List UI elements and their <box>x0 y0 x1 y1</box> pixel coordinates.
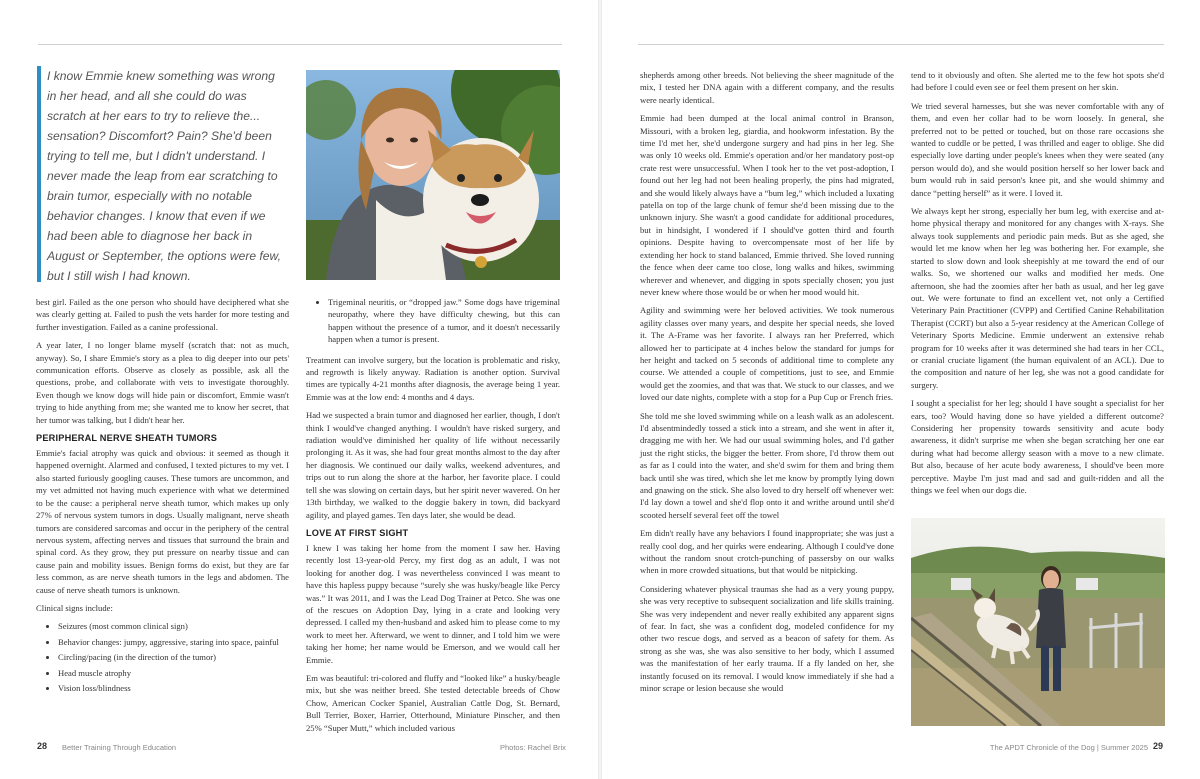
paragraph: A year later, I no longer blame myself (scratch that: not as much, anyway). So, I share Emmie's story as a plea to dig deeper into our pets' communication efforts. Observe as closely as possible, ask all the questions, probe, and collaborate with vets to investigate thoroughly. Even though we know dogs will hide pain or discomfort, Emmie wasn't trying to hide anything from me; she wanted me to know her secret, that her tumor was talking, but I didn't hear her. <box>36 340 289 425</box>
clinical-signs-list-continued <box>306 296 560 346</box>
list-item: • Vision loss/blindness <box>58 682 289 694</box>
paragraph: Em was beautiful: tri-colored and fluffy and “looked like” a husky/beagle mix, but she was neither breed. She tested detectable breeds of Chow Chow, American Cocker Spaniel, Australian Cattle Dog, St. Bernard, Bull Terrier, Boxer, Harrier, Otterhound, Miniature Pinscher, and then 25% “Super Mutt,” which included various <box>306 672 560 733</box>
clinical-signs-list <box>36 620 289 694</box>
paragraph: She told me she loved swimming while on a leash walk as an adolescent. I'd absentmindedly tossed a stick into a stream, and she went in after it, dragging me with her. We had our usual swimming holes, and I'd gather just the right sticks, the bigger the better. From shore, I'd throw them out as far as I could into the water, and she'd swim for them and bring them back until she was tired, which she let me know by promptly lying down and gnawing on the stick. She also loved to dry herself off whenever wet: I'd lay down a towel and she'd flop onto it and writhe around until she'd scooted herself several feet off the towel <box>640 410 894 520</box>
paragraph: Emmie's facial atrophy was quick and obvious: it seemed as though it happened overnight. Alarmed and confused, I texted pictures to my vet. I also started furiously googling causes. These tumors are uncommon, and my vet admitted not having much experience with what we determined to be the cause: a peripheral nerve sheath tumor, which makes up only 27% of nervous system tumors in dogs. Usually malignant, nerve sheath tumors are considered sarcomas and occur in the periphery of the central nervous system, affecting nerves and tissues that surround the brain and spinal cord. As they grow, they put pressure on nearby tissue and can cause pain and mobility issues. Benign forms do exist, but they are far less common, as are nerve sheath tumors in the legs and abdomen. The cause of nerve sheath tumors is unknown. <box>36 448 289 595</box>
page-number-left: 28 <box>37 741 48 751</box>
pull-quote: I know Emmie knew something was wrong in her head, and all she could do was scratch at her ears to try to relieve the... sensation? Discomfort? Pain? She'd been trying to tell me, but I didn't understand. I never made the leap from ear scratching to brain tumor, especially with no notable behavior changes. I know that even if we had been able to diagnose her back in August or September, the options were few, but I still wish I had known. <box>37 66 287 282</box>
column-3 <box>640 69 894 701</box>
paragraph: Had we suspected a brain tumor and diagnosed her earlier, though, I don't think I would've changed anything. I wouldn't have risked surgery, and radiation would've diminished her quality of life without necessarily prolonging it. As it was, she had four great months almost to the day after her diagnosis. We continued our daily walks, weekend adventures, and trips out to run along the shore at the harbor, her favorite place. I could tell she was slowing on certain days, but her spirit never wavered. On her 13th birthday, we walked to the doggie bakery in town, did backyard agility, and played games. Ten days later, she would be dead. <box>306 410 560 520</box>
column-4 <box>911 69 1164 502</box>
column-2 <box>306 296 560 740</box>
paragraph: I knew I was taking her home from the moment I saw her. Having recently lost 13-year-old Percy, my first dog as an adult, I was not looking for another dog. I was nevertheless convinced I was meant to have this hapless puppy because “surely she was husky/beagle like Percy was.” It was 2011, and I was the Lead Dog Trainer at Petco. She was one of the rescues on Adoption Day, lying in a crate and looking very depressed. I called my then-husband and asked him to please come to my work to meet her. Afterward, we went to dinner, and I told him we were taking her home; her name would be Emerson, and we would call her Emmie. <box>306 542 560 665</box>
paragraph: tend to it obviously and often. She alerted me to the few hot spots she'd had before I could even see or feel them present on her skin. <box>911 70 1164 93</box>
footer-section-title: Better Training Through Education <box>62 743 177 752</box>
page-gutter <box>598 0 602 779</box>
paragraph: I sought a specialist for her leg; should I have sought a specialist for her ears, too? Would having done so have yielded a different outcome? Considering her propensity towards sensitivity and acute body awareness, it didn't surprise me when she began scratching her one ear during what had become allergy season with a move to a new climate. But also, because of her acute body awareness, I should've been more perceptive. Maybe I'm just mad and sad and guilt-ridden and all the things we feel when our dogs die. <box>911 398 1164 495</box>
list-item: • Behavior changes: jumpy, aggressive, staring into space, painful <box>58 636 289 648</box>
section-heading-love-at-first-sight: LOVE AT FIRST SIGHT <box>306 527 409 538</box>
paragraph: Agility and swimming were her beloved activities. We took numerous agility classes over many years, and despite her special needs, she loved it. The A-Frame was her favorite. I always ran her Preferred, which allowed her to participate at 4 inches below the standard for jumps for her height and tacked on 5 seconds of additional time to complete any course. We attended a couple of competitions, just to see, and Emmie would get the zoomies, and that was that. We stuck to our classes, and we loved our date nights, complete with a stop for a Pup Cup or French fries. <box>640 305 894 403</box>
paragraph: Clinical signs include: <box>36 602 113 613</box>
selfie-illustration <box>306 70 560 280</box>
paragraph: Emmie had been dumped at the local animal control in Branson, Missouri, with a broken leg, giardia, and hookworm infestation. By the time I'd met her, she'd undergone surgery and had pins in her leg. She was only 10 weeks old. Emmie's operation and/or her mandatory post-op crate rest were unsuccessful. When I took her to the vet post-adoption, I found out her leg had not been healing properly, the pins had migrated, and she would likely always have a “bum leg,” which included a luxating patella on top of the large chunk of femur she'd been missing due to the unknown injury. She wasn't a good candidate for additional procedures, but in hindsight, I wondered if I should've gotten third and fourth opinions. Despite having to overcompensate most of her life by extending her hock to stand balanced, Emmie thrived. She loved running the fence when deer came too close, long walks and hikes, swimming wherever and whenever, and digging in spots specially chosen; you just never knew where those would be or when her mood would hit. <box>640 113 894 297</box>
paragraph: Considering whatever physical traumas she had as a very young puppy, she was very receptive to subsequent socialization and life skills training. She was very independent and never really exhibited any apparent signs of fear. In fact, she was a confident dog, modeled confidence for my other two rescue dogs, and served as a beacon of safety for them. As strong as she was, she was also sensitive to her body, which I assumed was the manifestation of her early trauma. If a fly landed on her, she instantly focused on its removal. I would know immediately if she had a minor scrape or lesion because she would <box>640 583 894 694</box>
paragraph: Em didn't really have any behaviors I found inappropriate; she was just a really cool dog, and her quirks were endearing. Although I could've done without the random snout crotch-punching of passersby on our walks when in more crowded situations, but that would be nitpicking. <box>640 528 894 576</box>
header-rule-right <box>638 44 1164 45</box>
photo-credit: Photos: Rachel Brix <box>500 743 566 752</box>
agility-illustration <box>911 518 1165 726</box>
paragraph: We tried several harnesses, but she was never comfortable with any of them, and even her collar had to be worn loosely. In general, she preferred not to be petted or touched, but on those rare occasions she wanted to cuddle or be petted, I was thrilled and eager to oblige. She did especially love darting under people's knees when they were seated (any person would do), and she would position herself so her lower back and bum would rub in said person's knee pit, and she would shimmy and dance “petting herself” as it were. I loved it. <box>911 100 1164 198</box>
paragraph: We always kept her strong, especially her bum leg, with exercise and at-home physical therapy and monitored for any changes with X-rays. She always took supplements and periodic pain meds. But as she aged, she would let me know when her leg was bothering her. For example, she started to slow down and look sheepishly at me toward the end of our walks. So, we shortened our walks and modified her meds. One afternoon, she had the zoomies after her bath as usual, and her leg gave out. We were fortunate to find an excellent vet, not only a Certified Veterinary Pain Practitioner (CVPP) and Certified Canine Rehabilitation Therapist (CCRT) but also a 5-year residency at the American College of Veterinary Sports Medicine. Emmie underwent an extensive rehab program for 10 weeks after it was determined she had tears in her CCL, or cranial cruciate ligament (the human equivalent of an ACL). Due to the composition and nature of her leg, she was not a good candidate for surgery. <box>911 206 1164 390</box>
page-number-right: 29 <box>1152 741 1163 751</box>
list-item: • Trigeminal neuritis, or “dropped jaw.” Some dogs have trigeminal neuropathy, where they have difficulty chewing, but this can happen without the presence of a tumor, and it doesn't necessarily happen when a tumor is present. <box>328 296 560 346</box>
section-heading-nerve-sheath: PERIPHERAL NERVE SHEATH TUMORS <box>36 433 218 444</box>
paragraph: best girl. Failed as the one person who should have deciphered what she was clearly getting at. Failed to push the vets harder for more testing and further investigation. Failed as a canine professional. <box>36 297 289 332</box>
column-1 <box>36 296 289 700</box>
list-item: • Seizures (most common clinical sign) <box>58 620 289 632</box>
paragraph: Treatment can involve surgery, but the location is problematic and risky, and regrowth is likely anyway. Radiation is another option. Survival times are typically 4-21 months after diagnosis, the average being 1 year. Emmie was at the low end: 4 months and 4 days. <box>306 354 560 402</box>
paragraph: shepherds among other breeds. Not believing the sheer magnitude of the mix, I tested her DNA again with a different company, and the results were nearly identical. <box>640 70 894 105</box>
photo-dog-agility <box>911 518 1165 726</box>
header-rule-left <box>38 44 562 45</box>
list-item: • Head muscle atrophy <box>58 667 289 679</box>
footer-publication-title: The APDT Chronicle of the Dog | Summer 2025 <box>989 743 1148 752</box>
photo-woman-with-dog <box>306 70 560 280</box>
list-item: • Circling/pacing (in the direction of the tumor) <box>58 651 289 663</box>
